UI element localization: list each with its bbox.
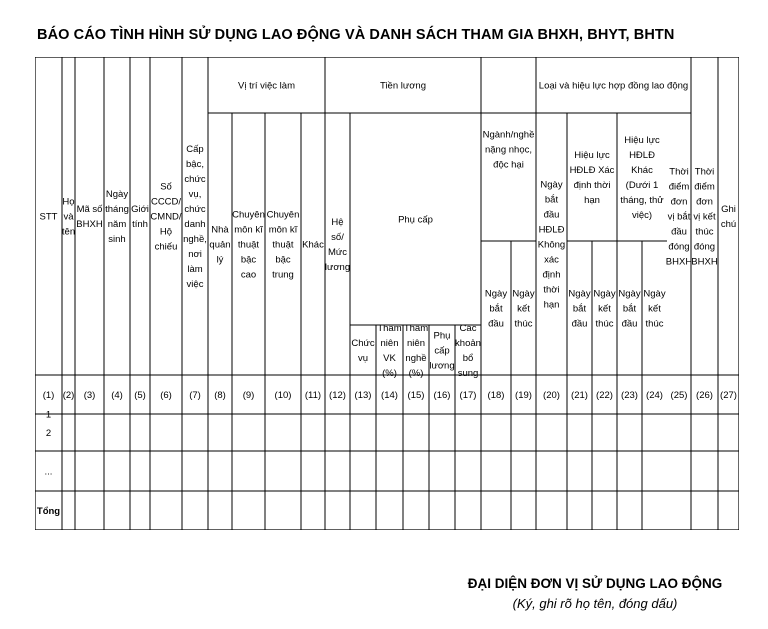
column-number-label: (16) — [433, 389, 451, 401]
col-ho-ten-header: Họ và tên — [61, 196, 76, 238]
col-tham-nien-nghe-header: Thâm niên nghề (%) — [403, 322, 429, 379]
column-number-label: (23) — [621, 389, 638, 401]
column-number-label: (8) — [214, 389, 226, 401]
col-xd-ket-thuc-header: Ngày kết thúc — [593, 288, 616, 330]
column-number-label: (1) — [42, 389, 55, 401]
column-number-label: (7) — [189, 389, 201, 401]
row-stt-label: 1 — [45, 409, 52, 421]
row-stt-label: 2 — [45, 427, 52, 439]
col-thoi-diem-bat-dau-header: Thời điểm đơn vị bắt đầu đóng BHXH — [665, 166, 693, 268]
col-khong-xac-dinh-header: Ngày bắt đầu HĐLĐ Không xác định thời hạn — [537, 179, 566, 311]
col-khac-ket-thuc-header: Ngày kết thúc — [643, 288, 666, 330]
report-table-grid — [35, 57, 739, 530]
col-khoan-bo-sung-header: Các khoản bổ sung — [455, 322, 481, 379]
report-table — [35, 57, 739, 530]
col-nganh-ket-thuc-header: Ngày kết thúc — [512, 288, 535, 330]
row-total-label: Tổng — [36, 505, 61, 517]
column-number-label: (13) — [354, 389, 372, 401]
column-number-label: (15) — [407, 389, 425, 401]
col-nganh-bat-dau-header: Ngày bắt đầu — [484, 288, 508, 330]
group-tien-luong-header: Tiền lương — [379, 80, 427, 92]
col-cm-bac-cao-header: Chuyên môn kĩ thuật bậc cao — [232, 209, 265, 281]
column-number-label: (26) — [696, 389, 713, 401]
column-number-label: (11) — [304, 389, 322, 401]
column-number-label: (12) — [329, 389, 346, 401]
column-number-label: (5) — [134, 389, 146, 401]
col-cap-bac-header: Cấp bậc, chức vụ, chức danh nghề, nơi làm việc — [183, 143, 207, 290]
column-number-label: (24) — [646, 389, 663, 401]
col-chuc-vu-header: Chức vụ — [351, 337, 375, 364]
col-ghi-chu-header: Ghi chú — [720, 203, 737, 230]
col-khac-bat-dau-header: Ngày bắt đầu — [618, 288, 641, 330]
group-vi-tri-header: Vị trí việc làm — [237, 80, 296, 92]
col-so-cccd-header: Số CCCD/ CMND/ Hộ chiếu — [150, 181, 182, 253]
column-number-label: (10) — [274, 389, 292, 401]
column-number-label: (9) — [242, 389, 255, 401]
group-loai-hd-header: Loại và hiệu lực hợp đồng lao động — [538, 80, 689, 92]
group-phu-cap-header: Phụ cấp — [398, 214, 433, 226]
column-number-label: (3) — [83, 389, 96, 401]
signature-title: ĐẠI DIỆN ĐƠN VỊ SỬ DỤNG LAO ĐỘNG — [467, 576, 723, 591]
signature-note: (Ký, ghi rõ họ tên, đóng dấu) — [512, 596, 678, 611]
column-number-label: (14) — [381, 389, 398, 401]
col-thoi-diem-ket-thuc-header: Thời điểm đơn vị kết thúc đóng BHXH — [691, 166, 718, 268]
column-number-label: (21) — [571, 389, 588, 401]
column-number-label: (19) — [515, 389, 532, 401]
group-hl-khac-header: Hiệu lực HĐLĐ Khác (Dưới 1 tháng, thử việc) — [620, 134, 664, 221]
col-cm-bac-trung-header: Chuyên môn kĩ thuật bậc trung — [266, 209, 300, 281]
col-gioi-tinh-header: Giới tính — [131, 203, 149, 230]
report-title: BÁO CÁO TÌNH HÌNH SỬ DỤNG LAO ĐỘNG VÀ DANH SÁCH THAM GIA BHXH, BHYT, BHTN — [37, 27, 675, 43]
col-phu-cap-luong-header: Phụ cấp lương — [429, 330, 455, 372]
col-he-so-header: Hệ số/ Mức lương — [324, 216, 351, 273]
col-ma-so-bhxh-header: Mã số BHXH — [76, 203, 103, 230]
col-ngay-sinh-header: Ngày tháng năm sinh — [105, 188, 129, 245]
col-tham-nien-vk-header: Thâm niên VK (%) — [377, 322, 402, 379]
column-number-label: (25) — [670, 389, 688, 401]
col-xd-bat-dau-header: Ngày bắt đầu — [568, 288, 591, 330]
column-number-label: (22) — [596, 389, 613, 401]
column-number-label: (6) — [160, 389, 172, 401]
col-nha-quan-ly-header: Nhà quản lý — [209, 224, 231, 266]
column-number-label: (4) — [111, 389, 123, 401]
column-number-label: (27) — [720, 389, 737, 401]
column-number-label: (18) — [487, 389, 505, 401]
column-number-label: (2) — [62, 389, 75, 401]
column-number-label: (17) — [459, 389, 477, 401]
col-stt-header: STT — [39, 211, 58, 223]
col-khac-header: Khác — [302, 239, 324, 251]
group-nganh-nghe-header: Ngành/nghề nặng nhọc, độc hại — [482, 129, 535, 171]
group-hl-xac-dinh-header: Hiệu lực HĐLĐ Xác định thời hạn — [569, 149, 615, 206]
row-stt-label: ... — [44, 466, 53, 478]
column-number-label: (20) — [543, 389, 560, 401]
